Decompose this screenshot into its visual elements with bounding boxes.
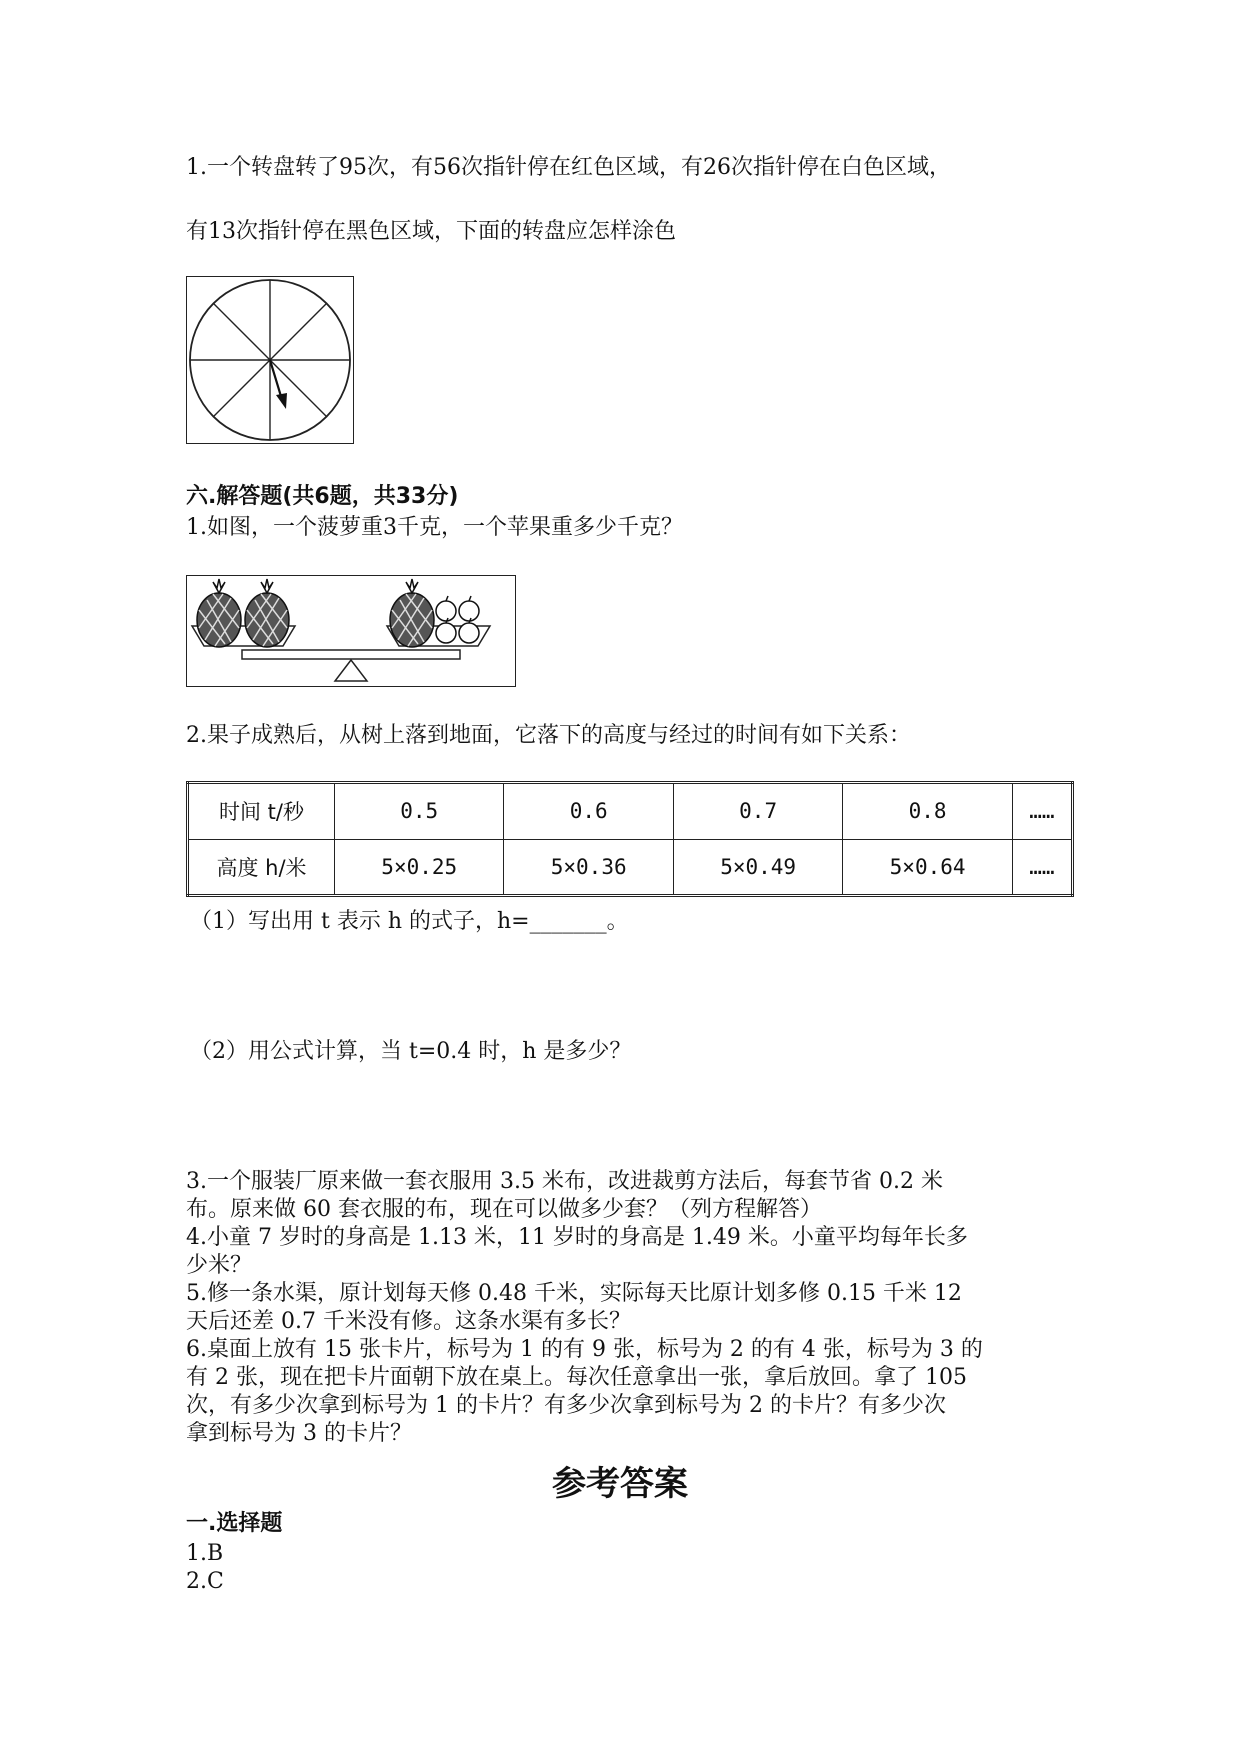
question-2-intro: 2.果子成熟后，从树上落到地面，它落下的高度与经过的时间有如下关系： [186, 723, 911, 748]
balance-diagram [187, 576, 515, 686]
question-5-line1: 5.修一条水渠，原计划每天修 0.48 千米，实际每天比原计划多修 0.15 千米 12 [186, 1281, 962, 1306]
answer-2: 2.C [186, 1569, 224, 1594]
pineapple-icon [245, 579, 289, 647]
table-row [188, 783, 1073, 840]
question-6-line2: 有 2 张，现在把卡片面朝下放在桌上。每次任意拿出一张，拿后放回。拿了 105 [186, 1365, 967, 1390]
question-4-line1: 4.小童 7 岁时的身高是 1.13 米，11 岁时的身高是 1.49 米。小童平均每年长多 [186, 1225, 968, 1250]
table-cell: …… [1012, 783, 1072, 840]
apple-icon [436, 596, 456, 621]
spinner-figure [186, 276, 354, 444]
question-1: 1.如图，一个菠萝重3千克，一个苹果重多少千克？ [186, 515, 683, 540]
section6-heading: 六.解答题(共6题，共33分) [186, 484, 459, 509]
spinner-question-line2: 有13次指针停在黑色区域，下面的转盘应怎样涂色 [186, 219, 676, 244]
balance-scale-figure [186, 575, 516, 687]
question-2-part2: （2）用公式计算，当 t=0.4 时，h 是多少？ [190, 1039, 632, 1064]
table-cell: 0.7 [673, 783, 842, 840]
answers-title: 参考答案 [552, 1464, 688, 1504]
table-cell: 0.6 [504, 783, 673, 840]
table-cell: 0.8 [843, 783, 1012, 840]
question-3-line1: 3.一个服装厂原来做一套衣服用 3.5 米布，改进裁剪方法后，每套节省 0.2 米 [186, 1169, 943, 1194]
answer-1: 1.B [186, 1541, 224, 1566]
apple-icon [459, 618, 479, 643]
table-cell: 5×0.36 [504, 839, 673, 896]
apple-icon [436, 618, 456, 643]
table-cell: 5×0.49 [673, 839, 842, 896]
question-3-line2: 布。原来做 60 套衣服的布，现在可以做多少套？（列方程解答） [186, 1197, 822, 1222]
pineapple-icon [390, 579, 434, 647]
table-cell: 5×0.25 [335, 839, 504, 896]
question-2-part1: （1）写出用 t 表示 h 的式子，h=_______。 [190, 909, 629, 934]
table-row [188, 839, 1073, 896]
spinner-diagram [187, 277, 353, 443]
table-cell: 时间 t/秒 [188, 783, 335, 840]
question-6-line1: 6.桌面上放有 15 张卡片，标号为 1 的有 9 张，标号为 2 的有 4 张，标号为 3 的 [186, 1337, 983, 1362]
table-cell: 高度 h/米 [188, 839, 335, 896]
table-cell: 5×0.64 [843, 839, 1012, 896]
time-height-table [186, 781, 1074, 897]
table-cell: …… [1012, 839, 1072, 896]
spinner-question-line1: 1.一个转盘转了95次，有56次指针停在红色区域，有26次指针停在白色区域， [186, 155, 951, 180]
answers-section1-heading: 一.选择题 [186, 1511, 283, 1536]
question-6-line3: 次，有多少次拿到标号为 1 的卡片？有多少次拿到标号为 2 的卡片？有多少次 [186, 1393, 946, 1418]
question-6-line4: 拿到标号为 3 的卡片？ [186, 1421, 412, 1446]
question-5-line2: 天后还差 0.7 千米没有修。这条水渠有多长？ [186, 1309, 631, 1334]
pineapple-icon [197, 579, 241, 647]
apple-icon [459, 596, 479, 621]
table-cell: 0.5 [335, 783, 504, 840]
question-4-line2: 少米？ [186, 1253, 253, 1278]
